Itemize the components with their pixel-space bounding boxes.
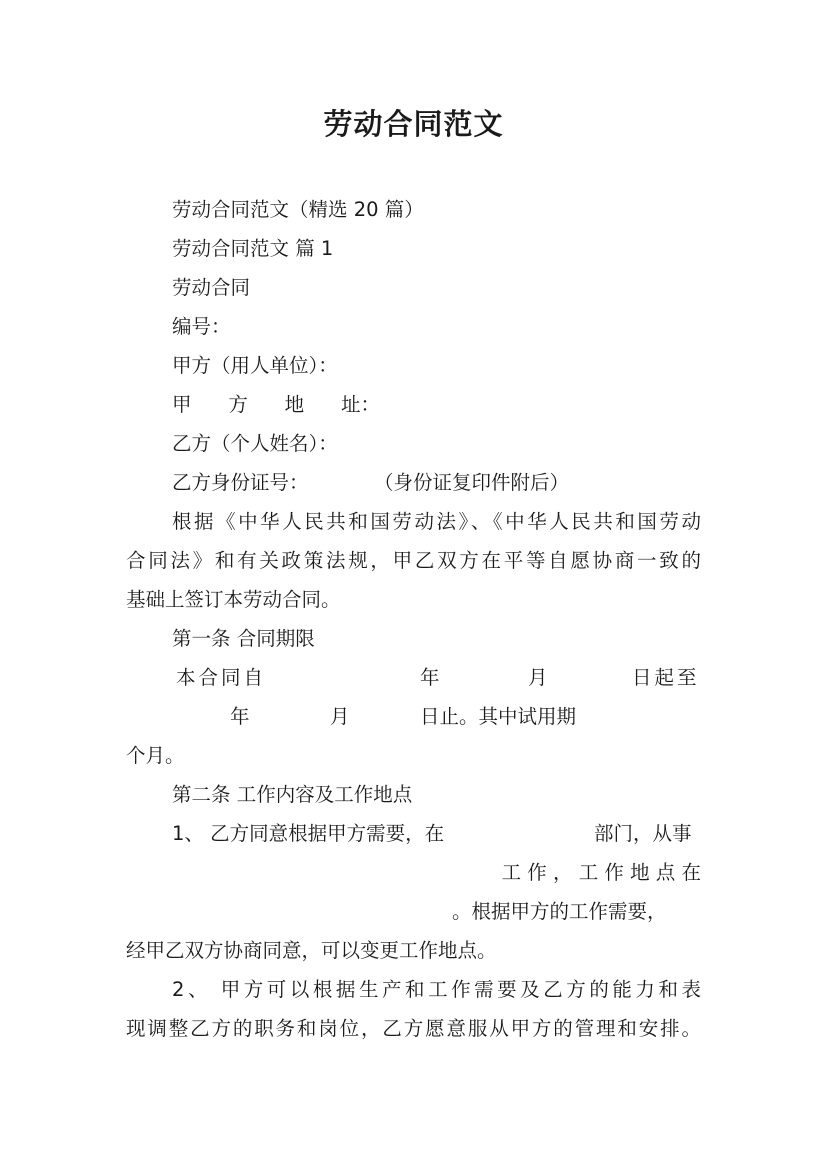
document-title: 劳动合同范文 xyxy=(323,107,504,141)
section-title: 第二条 工作内容及工作地点 xyxy=(172,783,413,806)
clause-line: 经甲乙双方协商同意，可以变更工作地点。 xyxy=(126,939,497,962)
address-char: 方 xyxy=(228,393,248,416)
term-month: 月 xyxy=(528,666,548,689)
term-day-to: 日起至 xyxy=(632,666,700,689)
doc-line: 乙方（个人姓名）： xyxy=(172,432,338,455)
address-char: 址： xyxy=(340,393,380,416)
id-number-label: 乙方身份证号： xyxy=(172,471,309,494)
term-year: 年 xyxy=(420,666,440,689)
term-end-year: 年 xyxy=(230,705,250,728)
doc-line: 编号： xyxy=(172,315,231,338)
section-title: 第一条 合同期限 xyxy=(172,627,315,650)
probation-months: 个月。 xyxy=(126,744,185,767)
id-copy-note: （身份证复印件附后） xyxy=(374,471,570,494)
clause-line: 。根据甲方的工作需要， xyxy=(452,900,667,923)
paragraph-line: 合同法》和有关政策法规，甲乙双方在平等自愿协商一致的 xyxy=(126,549,701,572)
clause-line: 2、 甲方可以根据生产和工作需要及乙方的能力和表 xyxy=(172,978,701,1001)
term-end-month: 月 xyxy=(330,705,350,728)
doc-line: 劳动合同范文 篇 1 xyxy=(172,237,334,260)
address-char: 甲 xyxy=(172,393,192,416)
clause-line: 工 作 ， 工 作 地 点 在 xyxy=(501,861,701,884)
doc-line: 甲方（用人单位）： xyxy=(172,354,338,377)
doc-line: 劳动合同范文（精选 20 篇） xyxy=(172,198,424,221)
term-start-label: 本合同自 xyxy=(176,666,267,689)
paragraph-line: 根据《中华人民共和国劳动法》、《中华人民共和国劳动 xyxy=(172,510,701,533)
term-end-day: 日止。其中试用期 xyxy=(420,705,577,728)
address-char: 地 xyxy=(284,393,305,416)
paragraph-line: 基础上签订本劳动合同。 xyxy=(126,588,341,611)
address-line xyxy=(172,393,380,417)
clause-line: 部门，从事 xyxy=(594,822,692,845)
clause-line: 1、 乙方同意根据甲方需要，在 xyxy=(172,822,445,845)
doc-line: 劳动合同 xyxy=(172,276,251,299)
clause-line: 现调整乙方的职务和岗位，乙方愿意服从甲方的管理和安排。 xyxy=(126,1017,701,1040)
